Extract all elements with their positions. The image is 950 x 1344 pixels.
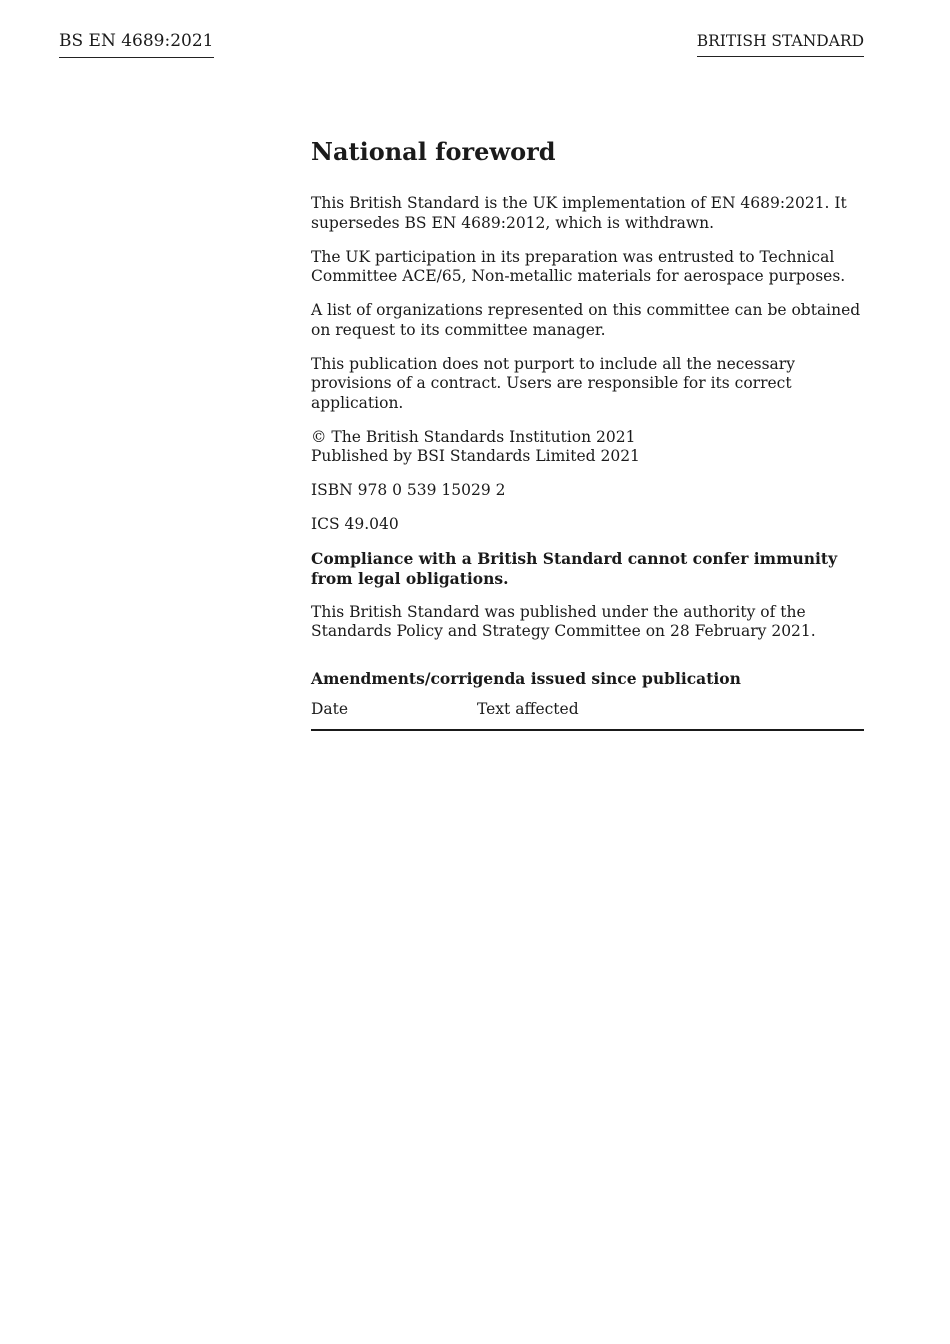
committee-list-paragraph: A list of organizations represented on this committee can be obtained on request to its committee manager. [311,301,861,339]
publisher-line: Published by BSI Standards Limited 2021 [311,447,640,465]
amendments-text-header: Text affected [477,699,579,718]
compliance-statement: Compliance with a British Standard cannot confer immunity from legal obligations. [311,549,838,588]
implementation-paragraph: This British Standard is the UK implementation of EN 4689:2021. It supersedes BS EN 4689:2012, which is withdrawn. [311,194,847,232]
amendments-table [311,699,864,731]
ics-code: ICS 49.040 [311,515,399,533]
national-foreword [311,136,864,731]
document-series: BRITISH STANDARD [697,31,864,57]
provisions-paragraph: This publication does not purport to include all the necessary provisions of a contract. Users are responsible for its correct application. [311,354,795,412]
amendments-heading: Amendments/corrigenda issued since publication [311,668,741,688]
isbn: ISBN 978 0 539 15029 2 [311,481,506,499]
document-id: BS EN 4689:2021 [59,30,214,58]
copyright-block [311,428,864,467]
amendments-date-header: Date [311,699,349,718]
page-title: National foreword [311,137,556,166]
authority-paragraph: This British Standard was published under the authority of the Standards Policy and Strategy Committee on 28 February 2021. [311,602,816,640]
participation-paragraph: The UK participation in its preparation was entrusted to Technical Committee ACE/65, Non-metallic materials for aerospace purposes. [311,247,846,285]
copyright-line: © The British Standards Institution 2021 [311,427,636,446]
